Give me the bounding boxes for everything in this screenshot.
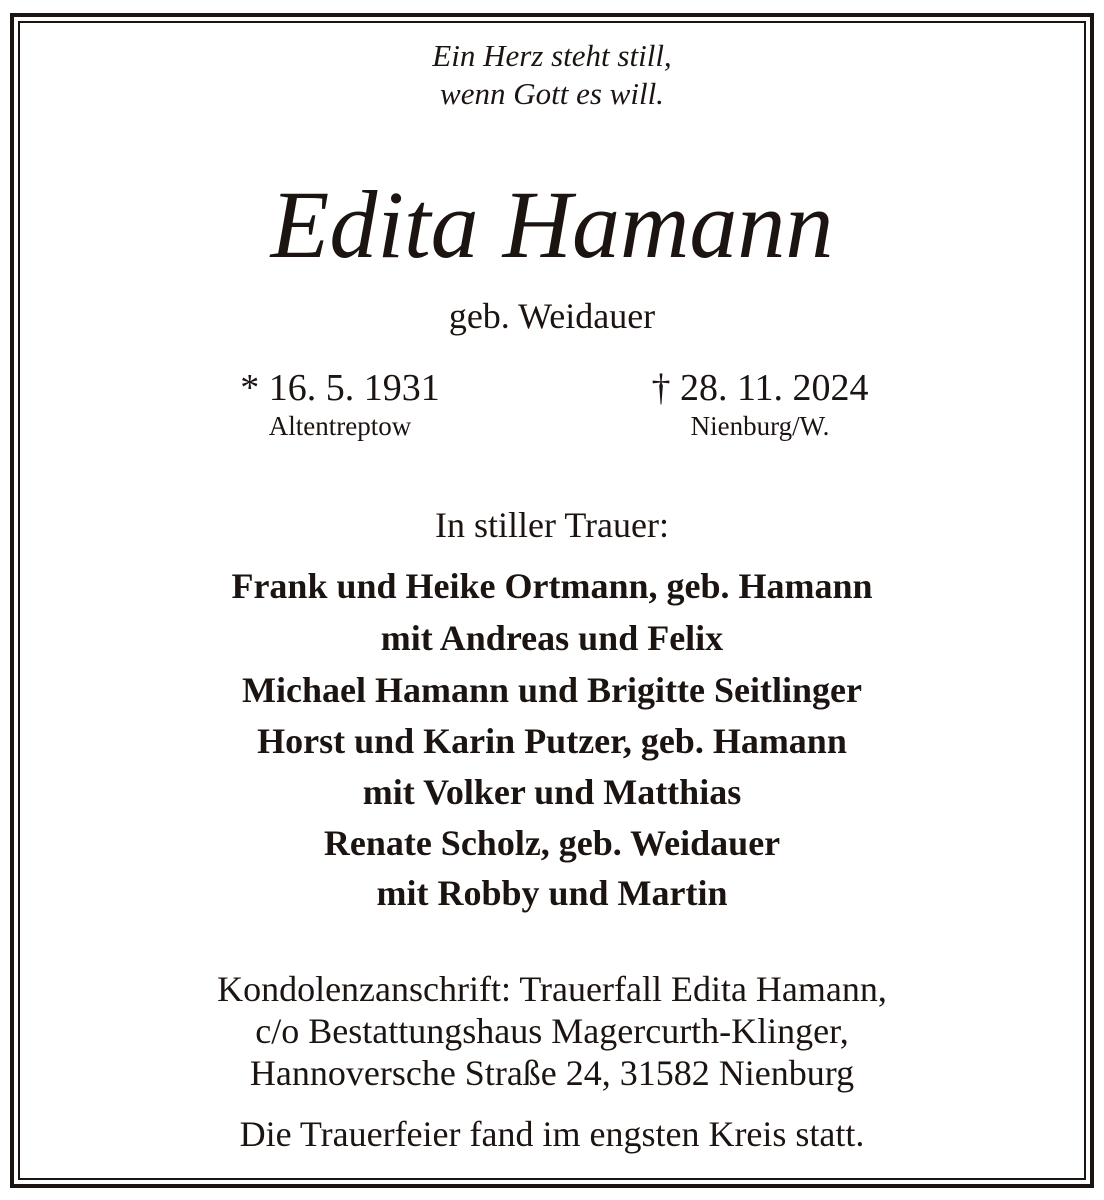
condolence-address-line: Hannoversche Straße 24, 31582 Nienburg (249, 1053, 855, 1093)
maiden-name: geb. Weidauer (448, 296, 656, 336)
condolence-address-line: Kondolenzanschrift: Trauerfall Edita Hamann, (217, 969, 887, 1009)
funeral-note: Die Trauerfeier fand im engsten Kreis statt. (239, 1114, 865, 1154)
mourner-line: mit Robby und Martin (376, 873, 728, 913)
birth-block (220, 366, 460, 442)
mourner-line: Frank und Heike Ortmann, geb. Hamann (231, 566, 873, 606)
motto-line-1: Ein Herz steht still, (432, 38, 672, 73)
deceased-name: Edita Hamann (270, 171, 834, 278)
motto-line-2: wenn Gott es will. (440, 76, 664, 111)
death-date: † 28. 11. 2024 (651, 367, 869, 409)
death-place: Nienburg/W. (690, 411, 830, 441)
mourner-line: Renate Scholz, geb. Weidauer (323, 823, 781, 863)
birth-place: Altentreptow (268, 411, 412, 441)
mourning-intro: In stiller Trauer: (435, 505, 669, 545)
birth-date: * 16. 5. 1931 (240, 367, 440, 409)
mourner-line: Michael Hamann und Brigitte Seitlinger (242, 670, 862, 710)
condolence-address-line: c/o Bestattungshaus Magercurth-Klinger, (255, 1011, 849, 1051)
mourner-line: mit Volker und Matthias (362, 772, 742, 812)
mourner-line: Horst und Karin Putzer, geb. Hamann (257, 721, 847, 761)
mourner-line: mit Andreas und Felix (380, 618, 724, 658)
death-block (620, 366, 900, 442)
